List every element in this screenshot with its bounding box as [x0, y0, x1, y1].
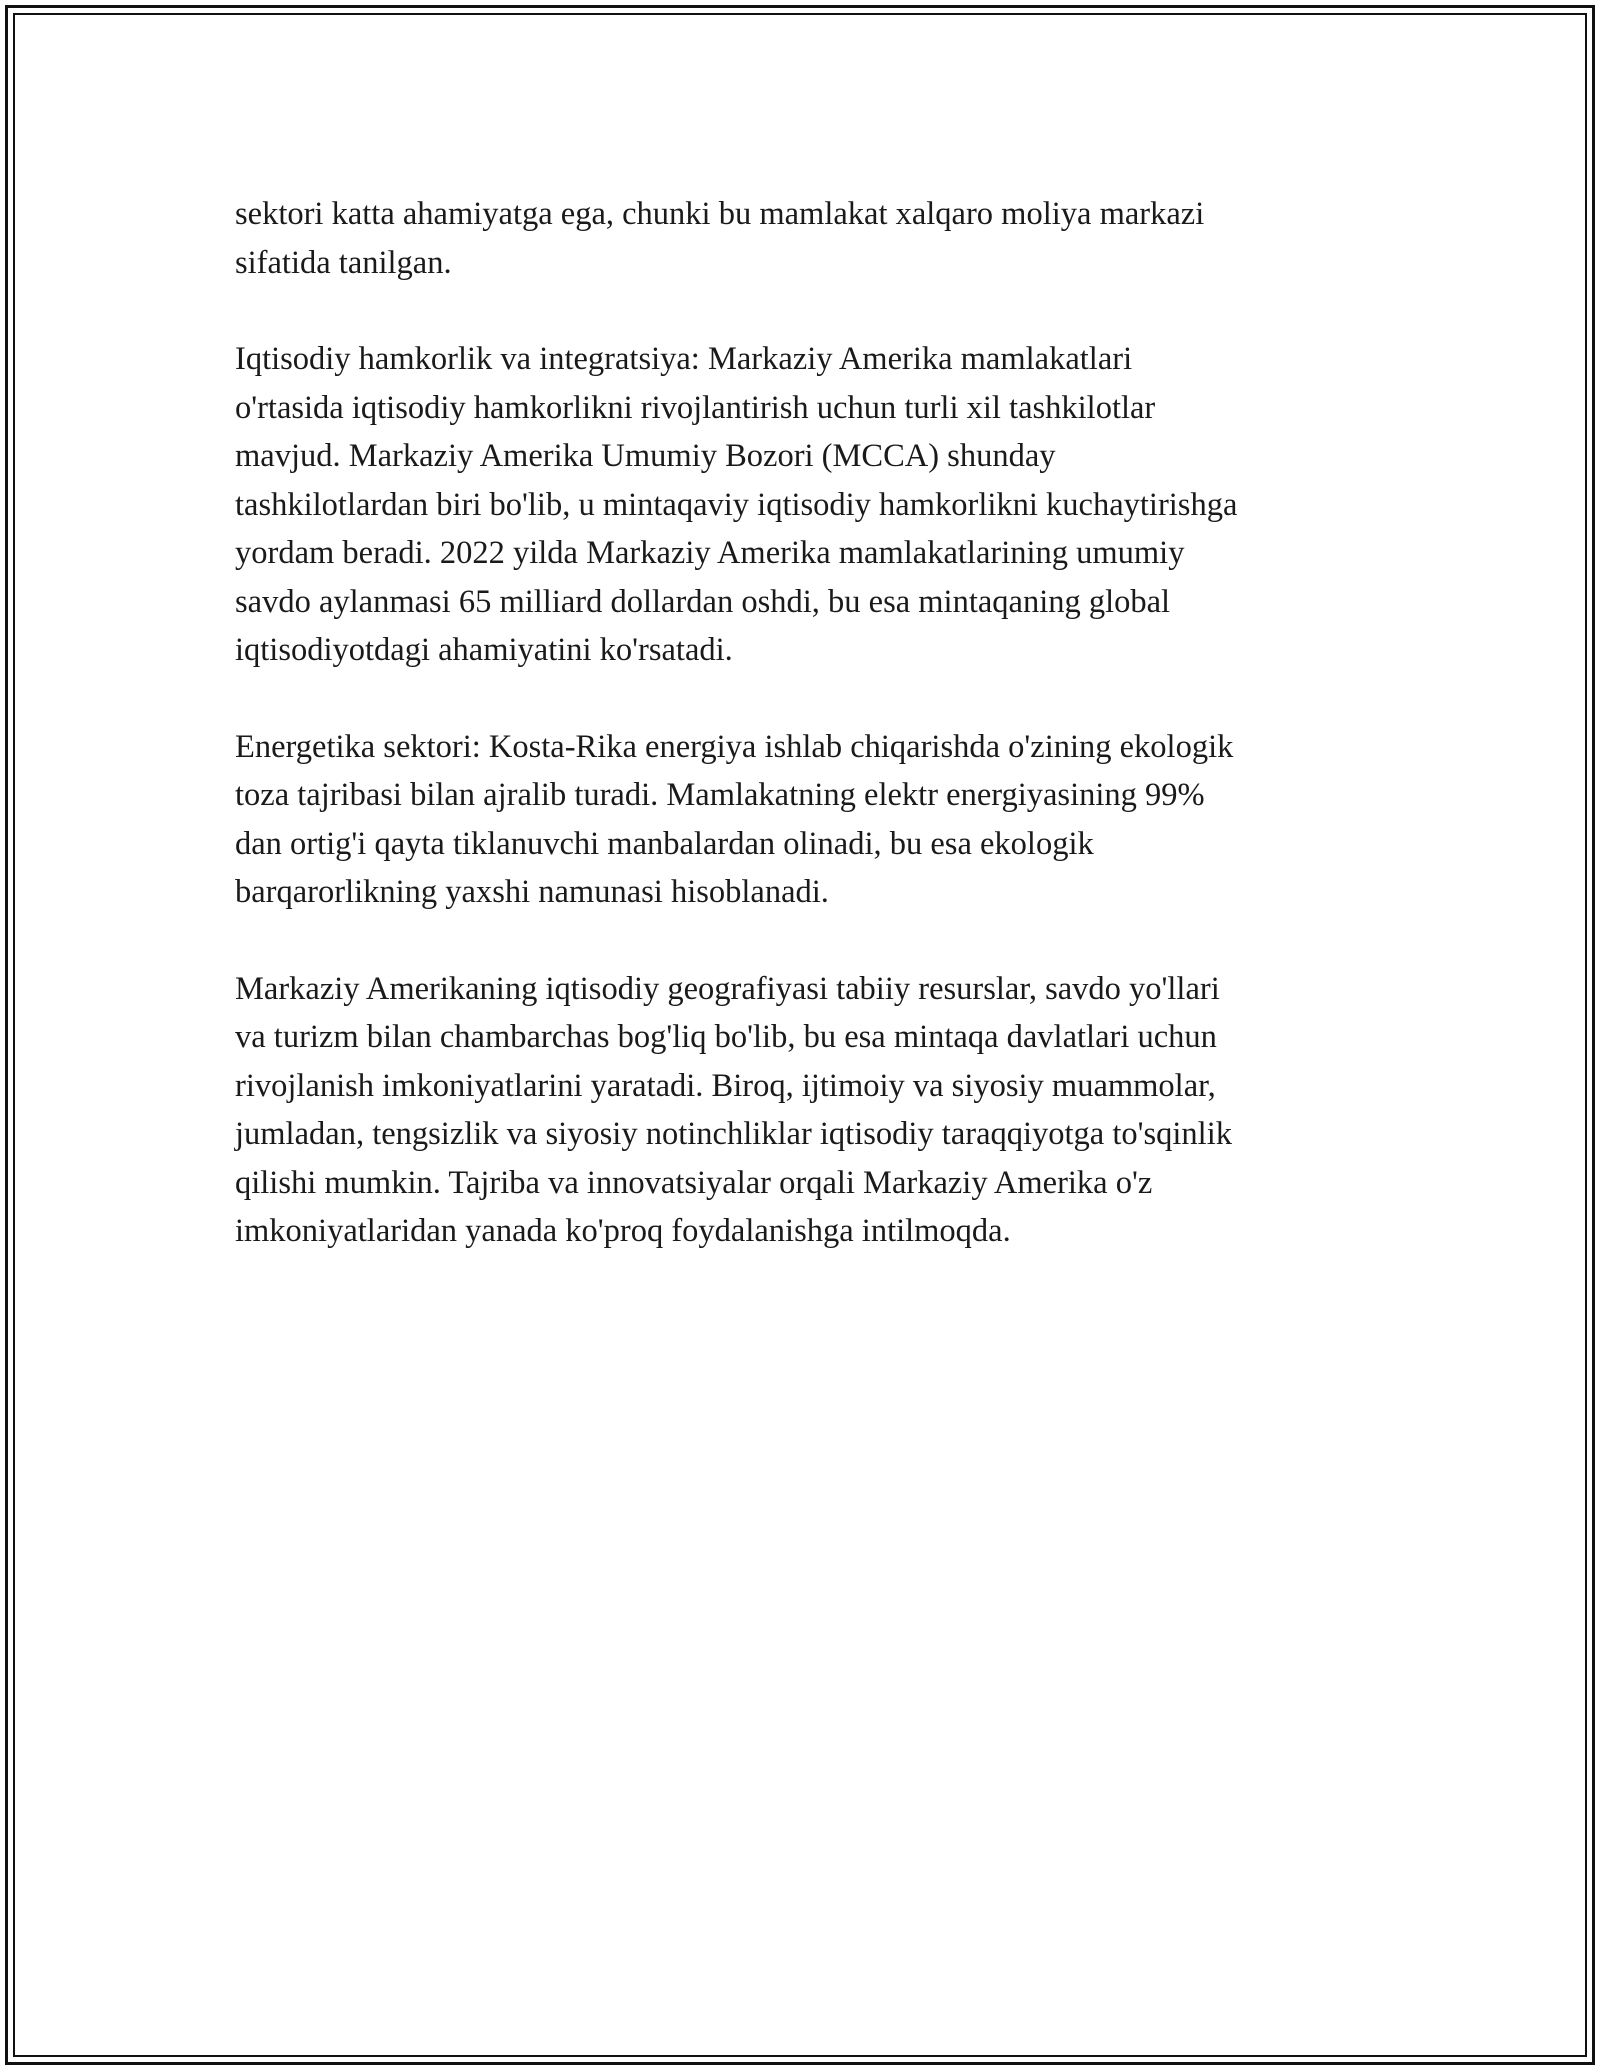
paragraph-economic-cooperation: Iqtisodiy hamkorlik va integratsiya: Markaziy Amerika mamlakatlari o'rtasida iqtisodiy hamkorlikni rivojlantirish uchun turli xil tashkilotlar mavjud. Markaziy Amerika Umumiy Bozori (MCCA) shunday tashkilotlardan biri bo'lib, u mintaqaviy iqtisodiy hamkorlikni kuchaytirishga yordam beradi. 2022 yilda Markaziy Amerika mamlakatlarining umumiy savdo aylanmasi 65 milliard dollardan oshdi, bu esa mintaqaning global iqtisodiyotdagi ahamiyatini ko'rsatadi.	[235, 341, 1238, 668]
document-body	[235, 190, 1375, 1304]
paragraph-conclusion: Markaziy Amerikaning iqtisodiy geografiyasi tabiiy resurslar, savdo yo'llari va turizm bilan chambarchas bog'liq bo'lib, bu esa mintaqa davlatlari uchun rivojlanish imkoniyatlarini yaratadi. Biroq, ijtimoiy va siyosiy muammolar, jumladan, tengsizlik va siyosiy notinchliklar iqtisodiy taraqqiyotga to'sqinlik qilishi mumkin. Tajriba va innovatsiyalar orqali Markaziy Amerika o'z imkoniyatlaridan yanada ko'proq foydalanishga intilmoqda.	[235, 970, 1232, 1249]
paragraph-finance-sector: sektori katta ahamiyatga ega, chunki bu mamlakat xalqaro moliya markazi sifatida tanilgan.	[235, 196, 1205, 281]
paragraph-energy-sector: Energetika sektori: Kosta-Rika energiya ishlab chiqarishda o'zining ekologik toza tajribasi bilan ajralib turadi. Mamlakatning elektr energiyasining 99% dan ortig'i qayta tiklanuvchi manbalardan olinadi, bu esa ekologik barqarorlikning yaxshi namunasi hisoblanadi.	[235, 728, 1234, 910]
